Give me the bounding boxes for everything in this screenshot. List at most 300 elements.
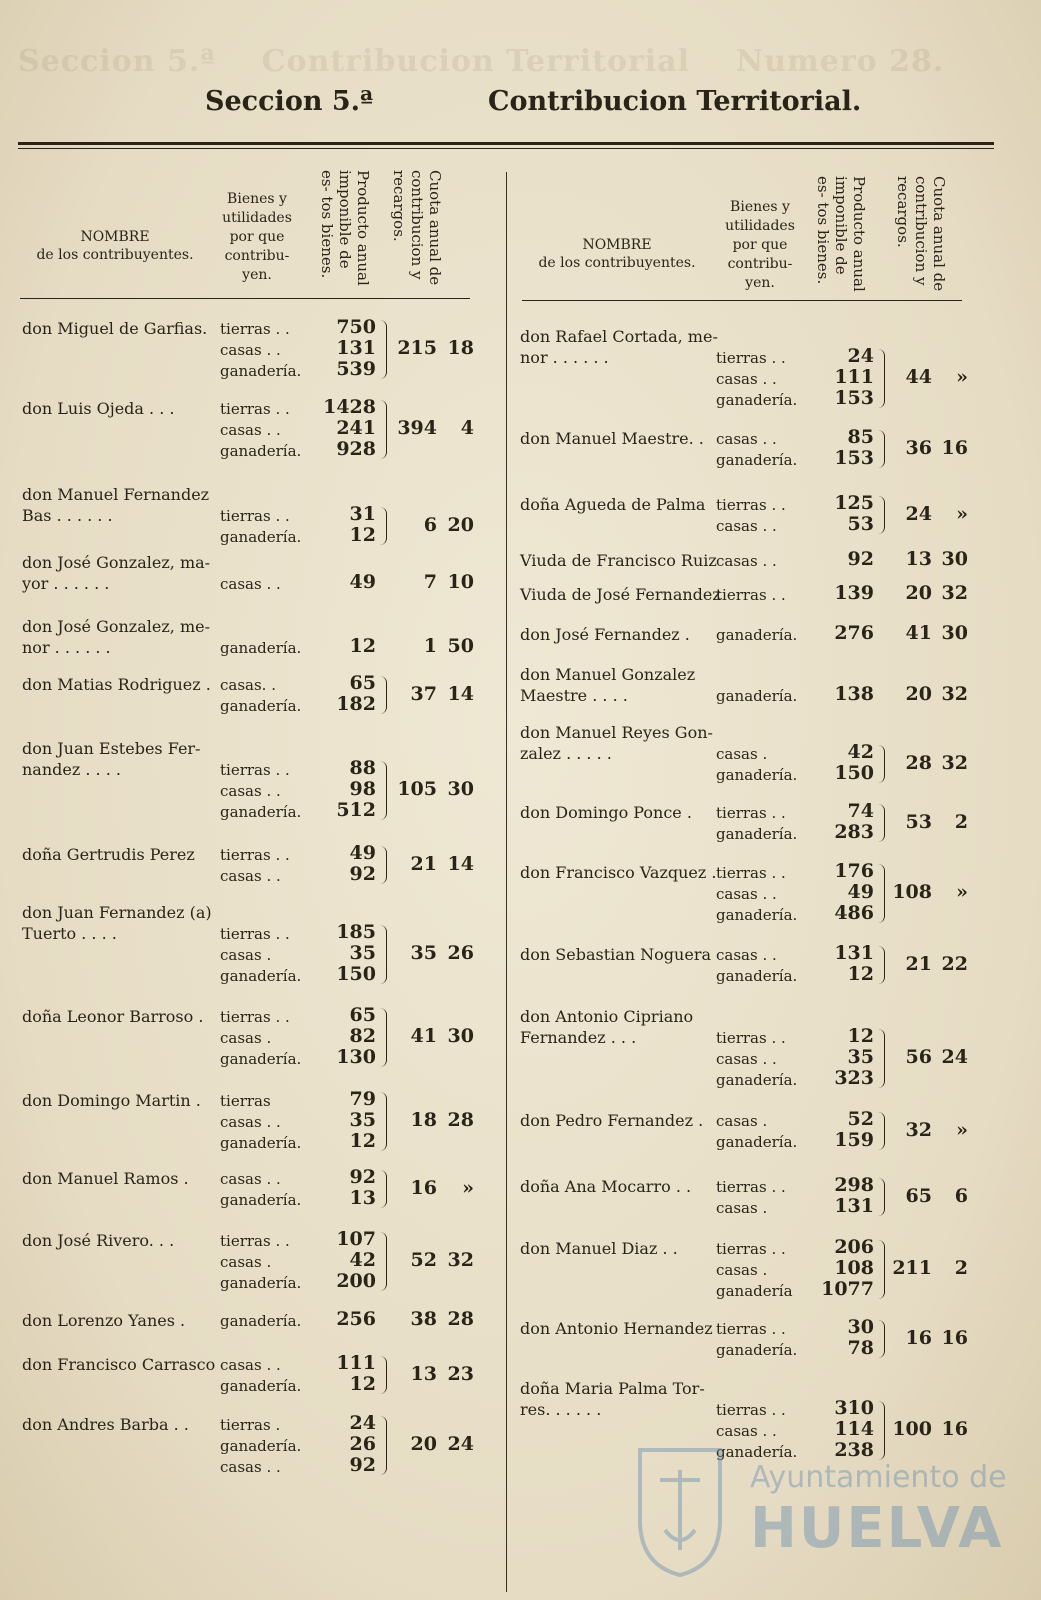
cuota-maravedis: 30 — [941, 548, 968, 570]
property-type: casas . . — [716, 885, 777, 903]
property-type: tierras . . — [220, 400, 290, 418]
right-header-nombre — [522, 236, 712, 272]
bienes-label-2: utilidades — [725, 218, 795, 234]
property-type: tierras . — [220, 1416, 281, 1434]
cuota-reales: 1 — [423, 635, 437, 657]
producto-value: 92 — [847, 548, 874, 570]
property-type: tierras . . — [220, 925, 290, 943]
grouping-brace — [380, 1092, 387, 1151]
property-type: ganadería. — [220, 967, 302, 985]
contributor-name: don José Gonzalez, ma- — [22, 553, 211, 572]
crest-icon — [630, 1440, 730, 1580]
property-type: casas . — [716, 1112, 768, 1130]
cuota-maravedis: 16 — [941, 1418, 968, 1440]
section-label: Seccion 5.ª — [205, 86, 374, 117]
property-type: ganadería. — [716, 687, 798, 705]
producto-value: 185 — [336, 921, 376, 943]
contributor-name: Fernandez . . . — [520, 1028, 637, 1047]
grouping-brace — [380, 1232, 387, 1291]
producto-value: 150 — [336, 963, 376, 985]
cuota-maravedis: 14 — [447, 682, 474, 705]
property-type: ganadería. — [220, 528, 302, 546]
cuota-maravedis: » — [956, 1118, 968, 1141]
property-type: casas . — [716, 1199, 768, 1217]
property-type: casas . . — [220, 1113, 281, 1131]
cuota-maravedis: 28 — [447, 1109, 474, 1131]
producto-value: 323 — [834, 1067, 874, 1089]
producto-value: 12 — [349, 1130, 376, 1152]
producto-value: 53 — [847, 513, 874, 535]
cuota-reales: 13 — [410, 1362, 437, 1385]
cuota-reales: 65 — [905, 1184, 932, 1207]
cuota-maravedis: 32 — [941, 751, 968, 774]
cuota-maravedis: » — [462, 1176, 474, 1199]
grouping-brace — [380, 846, 387, 884]
page-title: Contribucion Territorial. — [488, 86, 862, 117]
producto-value: 1428 — [323, 396, 376, 418]
property-type: casas . . — [220, 575, 281, 593]
property-type: tierras — [220, 1092, 271, 1110]
property-type: tierras . . — [220, 1232, 290, 1250]
property-type: ganadería. — [220, 442, 302, 460]
property-type: ganadería. — [716, 825, 798, 843]
contributor-name: don Manuel Gonzalez — [520, 665, 696, 684]
contributor-name: doña Leonor Barroso . — [22, 1007, 204, 1026]
producto-value: 24 — [349, 1412, 376, 1434]
producto-value: 74 — [847, 800, 874, 822]
cuota-reales: 56 — [905, 1046, 932, 1068]
property-type: tierras . . — [220, 761, 290, 779]
cuota-reales: 32 — [905, 1118, 932, 1141]
watermark-line2: HUELVA — [750, 1496, 1004, 1561]
right-header-bienes — [715, 198, 805, 293]
left-header-producto: Producto anual imponible de es- tos bienes. — [318, 170, 372, 286]
cuota-maravedis: 30 — [447, 778, 474, 800]
property-type: ganadería. — [716, 906, 798, 924]
grouping-brace — [380, 320, 387, 379]
cuota-reales: 21 — [905, 952, 932, 975]
grouping-brace — [380, 507, 387, 545]
property-type: casas . . — [220, 421, 281, 439]
contributor-name: don Luis Ojeda . . . — [22, 399, 175, 418]
cuota-maravedis: 4 — [460, 417, 474, 439]
contributor-name: don Juan Fernandez (a) — [22, 903, 212, 922]
producto-value: 108 — [834, 1257, 874, 1279]
producto-value: 42 — [847, 741, 874, 763]
producto-value: 111 — [336, 1352, 376, 1374]
cuota-maravedis: 2 — [954, 1257, 968, 1279]
contributor-name: don Manuel Maestre. . — [520, 429, 704, 448]
contributor-name: doña Ana Mocarro . . — [520, 1177, 692, 1196]
bienes-label-4: contribu- — [727, 256, 793, 272]
producto-value: 206 — [834, 1236, 874, 1258]
producto-value: 12 — [847, 1025, 874, 1047]
contributor-name: don Lorenzo Yanes . — [22, 1311, 186, 1330]
property-type: casas . — [220, 946, 272, 964]
property-type: ganadería. — [716, 391, 798, 409]
property-type: ganadería. — [220, 1274, 302, 1292]
contributor-name: doña Maria Palma Tor- — [520, 1379, 705, 1398]
property-type: tierras . . — [716, 496, 786, 514]
property-type: tierras . . — [220, 507, 290, 525]
cuota-maravedis: 30 — [447, 1025, 474, 1047]
property-type: casas . . — [716, 1422, 777, 1440]
contributor-name: don Andres Barba . . — [22, 1415, 189, 1434]
property-type: tierras . . — [716, 864, 786, 882]
cuota-reales: 52 — [410, 1249, 437, 1271]
contributor-name: don Manuel Fernandez — [22, 485, 210, 504]
producto-value: 159 — [834, 1129, 874, 1151]
cuota-reales: 24 — [905, 502, 932, 525]
cuota-maravedis: 32 — [447, 1249, 474, 1271]
grouping-brace — [380, 925, 387, 984]
producto-value: 88 — [349, 757, 376, 779]
property-type: tierras . . — [220, 320, 290, 338]
producto-value: 131 — [834, 1195, 874, 1217]
left-header-cuota: Cuota anual de contribucion y recargos. — [390, 170, 444, 286]
left-header-bienes — [212, 190, 302, 285]
cuota-reales: 37 — [410, 682, 437, 705]
producto-value: 78 — [847, 1337, 874, 1359]
cuota-maravedis: 2 — [954, 810, 968, 833]
cuota-maravedis: 26 — [447, 942, 474, 964]
cuota-reales: 16 — [410, 1176, 437, 1199]
producto-value: 131 — [336, 337, 376, 359]
cuota-reales: 41 — [905, 622, 932, 644]
property-type: ganadería. — [220, 1050, 302, 1068]
cuota-reales: 18 — [410, 1109, 437, 1131]
property-type: casas . . — [716, 517, 777, 535]
cuota-maravedis: 24 — [447, 1433, 474, 1455]
contributor-name: Bas . . . . . . — [22, 506, 113, 525]
contributor-name: don Juan Estebes Fer- — [22, 739, 201, 758]
nombre-sub-label: de los contribuyentes. — [538, 255, 696, 271]
cuota-reales: 20 — [905, 683, 932, 705]
property-type: tierras . . — [716, 804, 786, 822]
header-rule — [18, 142, 994, 145]
producto-value: 153 — [834, 387, 874, 409]
cuota-reales: 105 — [397, 778, 437, 800]
cuota-maravedis: 18 — [447, 337, 474, 359]
property-type: casas . . — [716, 1050, 777, 1068]
cuota-maravedis: 50 — [447, 635, 474, 657]
producto-value: 26 — [349, 1433, 376, 1455]
contributor-name: Tuerto . . . . — [22, 924, 117, 943]
cuota-maravedis: 32 — [941, 683, 968, 705]
property-type: ganadería. — [220, 697, 302, 715]
contributor-name: don Miguel de Garfias. — [22, 319, 208, 338]
property-type: casas . — [716, 1261, 768, 1279]
producto-value: 114 — [834, 1418, 874, 1440]
property-type: casas. . — [220, 676, 276, 694]
column-divider — [506, 172, 507, 1592]
watermark-line1: Ayuntamiento de — [750, 1460, 1007, 1495]
cuota-maravedis: 20 — [447, 513, 474, 536]
contributor-name: don José Fernandez . — [520, 625, 690, 644]
cuota-maravedis: 24 — [941, 1046, 968, 1068]
property-type: casas . . — [716, 552, 777, 570]
contributor-name: don Pedro Fernandez . — [520, 1111, 704, 1130]
producto-value: 139 — [834, 582, 874, 604]
property-type: ganadería — [716, 1282, 793, 1300]
cuota-reales: 108 — [892, 881, 932, 903]
producto-value: 176 — [834, 860, 874, 882]
right-header-cuota: Cuota anual de contribucion y recargos. — [894, 176, 948, 292]
producto-value: 30 — [847, 1316, 874, 1338]
producto-value: 241 — [336, 417, 376, 439]
producto-value: 928 — [336, 438, 376, 460]
cuota-maravedis: 32 — [941, 582, 968, 604]
cuota-reales: 215 — [397, 337, 437, 359]
right-header-producto: Producto anual imponible de es- tos bienes. — [814, 176, 868, 292]
producto-value: 131 — [834, 942, 874, 964]
producto-value: 85 — [847, 426, 874, 448]
producto-value: 42 — [349, 1249, 376, 1271]
producto-value: 35 — [847, 1046, 874, 1068]
property-type: ganadería. — [716, 1443, 798, 1461]
producto-value: 49 — [847, 881, 874, 903]
property-type: ganadería. — [220, 362, 302, 380]
producto-value: 1077 — [821, 1278, 874, 1300]
property-type: tierras . . — [716, 586, 786, 604]
cuota-maravedis: 6 — [954, 1184, 968, 1207]
contributor-name: don Antonio Hernandez — [520, 1319, 713, 1338]
cuota-reales: 7 — [423, 571, 437, 593]
contributor-name: yor . . . . . . — [22, 574, 110, 593]
cuota-maravedis: 10 — [447, 571, 474, 593]
producto-value: 92 — [349, 1166, 376, 1188]
property-type: casas . . — [220, 1356, 281, 1374]
cuota-maravedis: 14 — [447, 852, 474, 875]
contributor-name: don Antonio Cipriano — [520, 1007, 694, 1026]
contributor-name: don Francisco Carrasco — [22, 1355, 216, 1374]
grouping-brace — [380, 761, 387, 820]
producto-value: 31 — [349, 503, 376, 525]
producto-value: 153 — [834, 447, 874, 469]
property-type: casas . . — [220, 1170, 281, 1188]
contributor-name: Viuda de Francisco Ruiz — [520, 551, 717, 570]
property-type: casas . . — [220, 341, 281, 359]
cuota-reales: 394 — [397, 417, 437, 439]
property-type: tierras . . — [220, 1008, 290, 1026]
property-type: ganadería. — [716, 1341, 798, 1359]
contributor-name: don José Gonzalez, me- — [22, 617, 210, 636]
property-type: ganadería. — [220, 1191, 302, 1209]
contributor-name: nor . . . . . . — [22, 638, 111, 657]
producto-value: 12 — [349, 635, 376, 657]
grouping-brace — [380, 1356, 387, 1394]
producto-value: 12 — [349, 1373, 376, 1395]
contributor-name: don Sebastian Noguera — [520, 945, 711, 964]
property-type: casas . . — [220, 867, 281, 885]
producto-value: 150 — [834, 762, 874, 784]
contributor-name: don Domingo Ponce . — [520, 803, 692, 822]
contributor-name: nor . . . . . . — [520, 348, 609, 367]
bienes-label-3: por que — [229, 229, 285, 245]
producto-value: 13 — [349, 1187, 376, 1209]
cuota-reales: 44 — [905, 366, 932, 388]
producto-value: 79 — [349, 1088, 376, 1110]
left-header-nombre — [20, 228, 210, 264]
producto-value: 12 — [847, 963, 874, 985]
producto-value: 539 — [336, 358, 376, 380]
producto-value: 256 — [336, 1308, 376, 1330]
producto-value: 24 — [847, 345, 874, 367]
contributor-name: don Manuel Reyes Gon- — [520, 723, 713, 742]
contributor-name: don Rafael Cortada, me- — [520, 327, 718, 346]
producto-value: 283 — [834, 821, 874, 843]
property-type: casas . . — [220, 1458, 281, 1476]
property-type: casas . — [716, 745, 768, 763]
producto-value: 98 — [349, 778, 376, 800]
cuota-reales: 41 — [410, 1025, 437, 1047]
property-type: tierras . . — [716, 1240, 786, 1258]
property-type: tierras . . — [716, 1178, 786, 1196]
contributor-name: don Manuel Diaz . . — [520, 1239, 678, 1258]
producto-value: 138 — [834, 683, 874, 705]
property-type: ganadería. — [220, 1312, 302, 1330]
producto-value: 107 — [336, 1228, 376, 1250]
cuota-maravedis: 28 — [447, 1308, 474, 1330]
bienes-label-4: contribu- — [224, 248, 290, 264]
property-type: ganadería. — [220, 639, 302, 657]
producto-value: 52 — [847, 1108, 874, 1130]
bienes-label-1: Bienes y — [227, 191, 287, 207]
producto-value: 486 — [834, 902, 874, 924]
contributor-name: don Domingo Martin . — [22, 1091, 201, 1110]
contributor-name: nandez . . . . — [22, 760, 121, 779]
grouping-brace — [380, 1170, 387, 1208]
grouping-brace — [380, 676, 387, 714]
bienes-label-2: utilidades — [222, 210, 292, 226]
property-type: tierras . . — [716, 1029, 786, 1047]
bienes-label-1: Bienes y — [730, 199, 790, 215]
cuota-reales: 28 — [905, 751, 932, 774]
header-rule-thin — [18, 148, 994, 149]
cuota-maravedis: » — [956, 366, 968, 388]
producto-value: 276 — [834, 622, 874, 644]
property-type: casas . — [220, 1253, 272, 1271]
producto-value: 65 — [349, 672, 376, 694]
cuota-reales: 100 — [892, 1418, 932, 1440]
property-type: casas . . — [220, 782, 281, 800]
cuota-maravedis: 16 — [941, 1326, 968, 1349]
property-type: ganadería. — [220, 1437, 302, 1455]
cuota-reales: 211 — [892, 1257, 932, 1279]
producto-value: 12 — [349, 524, 376, 546]
producto-value: 49 — [349, 842, 376, 864]
grouping-brace — [380, 1008, 387, 1067]
cuota-maravedis: 16 — [941, 436, 968, 459]
cuota-maravedis: 22 — [941, 952, 968, 975]
property-type: tierras . . — [716, 349, 786, 367]
property-type: ganadería. — [716, 451, 798, 469]
cuota-reales: 13 — [905, 548, 932, 570]
contributor-name: don José Rivero. . . — [22, 1231, 175, 1250]
producto-value: 125 — [834, 492, 874, 514]
property-type: ganadería. — [716, 766, 798, 784]
nombre-label: NOMBRE — [80, 229, 150, 245]
producto-value: 512 — [336, 799, 376, 821]
producto-value: 182 — [336, 693, 376, 715]
cuota-maravedis: 23 — [447, 1362, 474, 1385]
contributor-name: Viuda de José Fernandez — [520, 585, 721, 604]
bienes-label-5: yen. — [242, 267, 272, 283]
property-type: ganadería. — [716, 626, 798, 644]
bleed-through-text: Seccion 5.ª Contribucion Territorial Numero 28. — [18, 44, 945, 79]
property-type: ganadería. — [220, 1377, 302, 1395]
property-type: casas . . — [716, 430, 777, 448]
producto-value: 111 — [834, 366, 874, 388]
property-type: ganadería. — [716, 967, 798, 985]
cuota-reales: 20 — [905, 582, 932, 604]
grouping-brace — [380, 400, 387, 459]
contributor-name: don Manuel Ramos . — [22, 1169, 189, 1188]
producto-value: 92 — [349, 1454, 376, 1476]
property-type: tierras . . — [716, 1401, 786, 1419]
cuota-reales: 53 — [905, 810, 932, 833]
contributor-name: doña Gertrudis Perez — [22, 845, 195, 864]
watermark-logo — [630, 1440, 1010, 1590]
nombre-label: NOMBRE — [582, 237, 652, 253]
producto-value: 82 — [349, 1025, 376, 1047]
producto-value: 49 — [349, 571, 376, 593]
contributor-name: zalez . . . . . — [520, 744, 612, 763]
property-type: ganadería. — [716, 1133, 798, 1151]
cuota-maravedis: » — [956, 881, 968, 903]
property-type: tierras . . — [220, 846, 290, 864]
cuota-reales: 35 — [410, 942, 437, 964]
property-type: ganadería. — [220, 1134, 302, 1152]
left-header-rule — [20, 298, 470, 299]
cuota-maravedis: » — [956, 502, 968, 525]
cuota-reales: 6 — [423, 513, 437, 536]
producto-value: 130 — [336, 1046, 376, 1068]
producto-value: 200 — [336, 1270, 376, 1292]
cuota-reales: 21 — [410, 852, 437, 875]
producto-value: 310 — [834, 1397, 874, 1419]
producto-value: 35 — [349, 1109, 376, 1131]
bienes-label-3: por que — [732, 237, 788, 253]
nombre-sub-label: de los contribuyentes. — [36, 247, 194, 263]
cuota-reales: 16 — [905, 1326, 932, 1349]
property-type: casas . . — [716, 370, 777, 388]
bienes-label-5: yen. — [745, 275, 775, 291]
cuota-reales: 36 — [905, 436, 932, 459]
page-header — [0, 86, 1041, 126]
producto-value: 750 — [336, 316, 376, 338]
contributor-name: Maestre . . . . — [520, 686, 628, 705]
producto-value: 92 — [349, 863, 376, 885]
property-type: casas . — [220, 1029, 272, 1047]
cuota-reales: 38 — [410, 1308, 437, 1330]
contributor-name: don Matias Rodriguez . — [22, 675, 211, 694]
property-type: ganadería. — [220, 803, 302, 821]
grouping-brace — [380, 1416, 387, 1475]
producto-value: 65 — [349, 1004, 376, 1026]
property-type: tierras . . — [716, 1320, 786, 1338]
cuota-maravedis: 30 — [941, 622, 968, 644]
property-type: ganadería. — [716, 1071, 798, 1089]
property-type: casas . . — [716, 946, 777, 964]
cuota-reales: 20 — [410, 1433, 437, 1455]
producto-value: 35 — [349, 942, 376, 964]
right-header-rule — [522, 300, 962, 301]
contributor-name: don Francisco Vazquez . — [520, 863, 717, 882]
producto-value: 298 — [834, 1174, 874, 1196]
contributor-name: res. . . . . . — [520, 1400, 602, 1419]
producto-value: 238 — [834, 1439, 874, 1461]
